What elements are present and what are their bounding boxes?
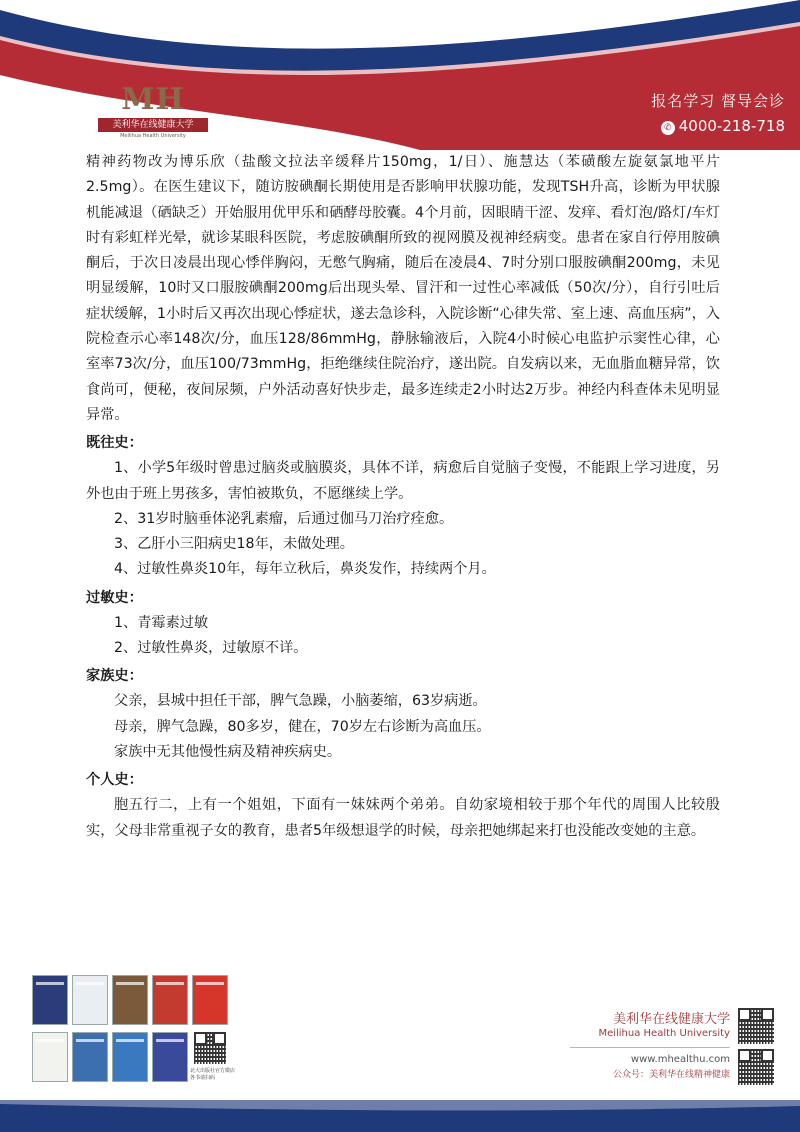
logo: [98, 82, 208, 142]
logo-ribbon: 美利华在线健康大学: [98, 118, 208, 132]
past-history-item: 1、小学5年级时曾患过脑炎或脑膜炎，具体不详，病愈后自觉脑子变慢，不能跟上学习进度，另外也由于班上男孩多，害怕被欺负，不愿继续上学。: [86, 460, 720, 502]
allergy-history-title: 过敏史：: [86, 589, 143, 606]
book-cover[interactable]: [72, 1032, 108, 1082]
book-covers: [28, 975, 248, 1085]
book-cover[interactable]: [152, 975, 188, 1025]
footer-url[interactable]: www.mhealthu.com: [630, 1054, 730, 1065]
allergy-history-item: 2、过敏性鼻炎，过敏原不详。: [114, 640, 308, 657]
footer-brand-cn: 美利华在线健康大学: [612, 1012, 730, 1027]
logo-mark: MH: [121, 82, 185, 117]
family-history-item: 父亲，县城中担任干部，脾气急躁，小脑萎缩，63岁病逝。: [114, 693, 487, 710]
family-history-item: 家族中无其他慢性病及精神疾病史。: [114, 743, 342, 760]
family-history-item: 母亲，脾气急躁，80多岁，健在，70岁左右诊断为高血压。: [114, 718, 491, 735]
header-contact: [600, 90, 785, 135]
header-phone-number: 4000-218-718: [678, 117, 785, 135]
footer-brand: [570, 1008, 730, 1080]
book-cover[interactable]: [32, 1032, 68, 1082]
footer-brand-en: Meilihua Health University: [598, 1028, 730, 1039]
document-body: [86, 150, 720, 844]
phone-icon: ✆: [661, 121, 675, 135]
book-cover[interactable]: [152, 1032, 188, 1082]
past-history-item: 2、31岁时脑垂体泌乳素瘤，后通过伽马刀治疗痊愈。: [114, 510, 454, 527]
footer-divider: [570, 1047, 730, 1048]
book-store-caption: 北大出版社官方微店 各书请扫码: [190, 1068, 236, 1081]
past-history-item: 3、乙肝小三阳病史18年，未做处理。: [114, 536, 354, 553]
allergy-history-item: 1、青霉素过敏: [114, 614, 209, 631]
family-history-title: 家族史：: [86, 668, 143, 685]
book-cover[interactable]: [112, 1032, 148, 1082]
book-cover[interactable]: [112, 975, 148, 1025]
website-qr-code[interactable]: [738, 1008, 774, 1044]
book-store-qr-code[interactable]: [194, 1032, 226, 1064]
past-history-title: 既往史：: [86, 435, 143, 452]
footer-wechat: 公众号：美利华在线精神健康: [612, 1070, 730, 1080]
book-cover[interactable]: [192, 975, 228, 1025]
past-history-item: 4、过敏性鼻炎10年，每年立秋后，鼻炎发作，持续两个月。: [114, 561, 496, 578]
footer-band: [0, 1100, 800, 1132]
personal-history-item: 胞五行二，上有一个姐姐，下面有一妹妹两个弟弟。自幼家境相较于那个年代的周围人比较殷实，父母非常重视子女的教育，患者5年级想退学的时候，母亲把她绑起来打也没能改变她的主意。: [86, 797, 720, 839]
header-phone[interactable]: [600, 117, 785, 135]
book-cover[interactable]: [72, 975, 108, 1025]
header-tagline: 报名学习 督导会诊: [651, 92, 785, 110]
book-cover[interactable]: [32, 975, 68, 1025]
logo-subtitle: Meilihua Health University: [120, 133, 186, 139]
wechat-qr-code[interactable]: [738, 1049, 774, 1085]
personal-history-title: 个人史：: [86, 772, 143, 789]
intro-paragraph: 精神药物改为博乐欣（盐酸文拉法辛缓释片150mg，1/日）、施慧达（苯磺酸左旋氨氯地平片2.5mg）。在医生建议下，随访胺碘酮长期使用是否影响甲状腺功能，发现TSH升高，诊断为甲状腺机能减退（硒缺乏）开始服用优甲乐和硒酵母胶囊。4个月前，因眼睛干涩、发痒、看灯泡/路灯/车灯时有彩虹样光晕，就诊某眼科医院，考虑胺碘酮所致的视网膜及视神经病变。患者在家自行停用胺碘酮后，于次日凌晨出现心悸伴胸闷，无憋气胸痛，随后在凌晨4、7时分别口服胺碘酮200mg，未见明显缓解，10时又口服胺碘酮200mg后出现头晕、冒汗和一过性心率减低（50次/分），自行引吐后症状缓解，1小时后又再次出现心悸症状，遂去急诊科，入院诊断“心律失常、室上速、高血压病”，入院检查示心率148次/分，血压128/86mmHg，静脉输液后，入院4小时候心电监护示窦性心律，心室率73次/分，血压100/73mmHg，拒绝继续住院治疗，遂出院。自发病以来，无血脂血糖异常，饮食尚可，便秘，夜间尿频，户外活动喜好快步走，最多连续走2小时达2万步。神经内科查体未见明显异常。: [86, 154, 720, 423]
